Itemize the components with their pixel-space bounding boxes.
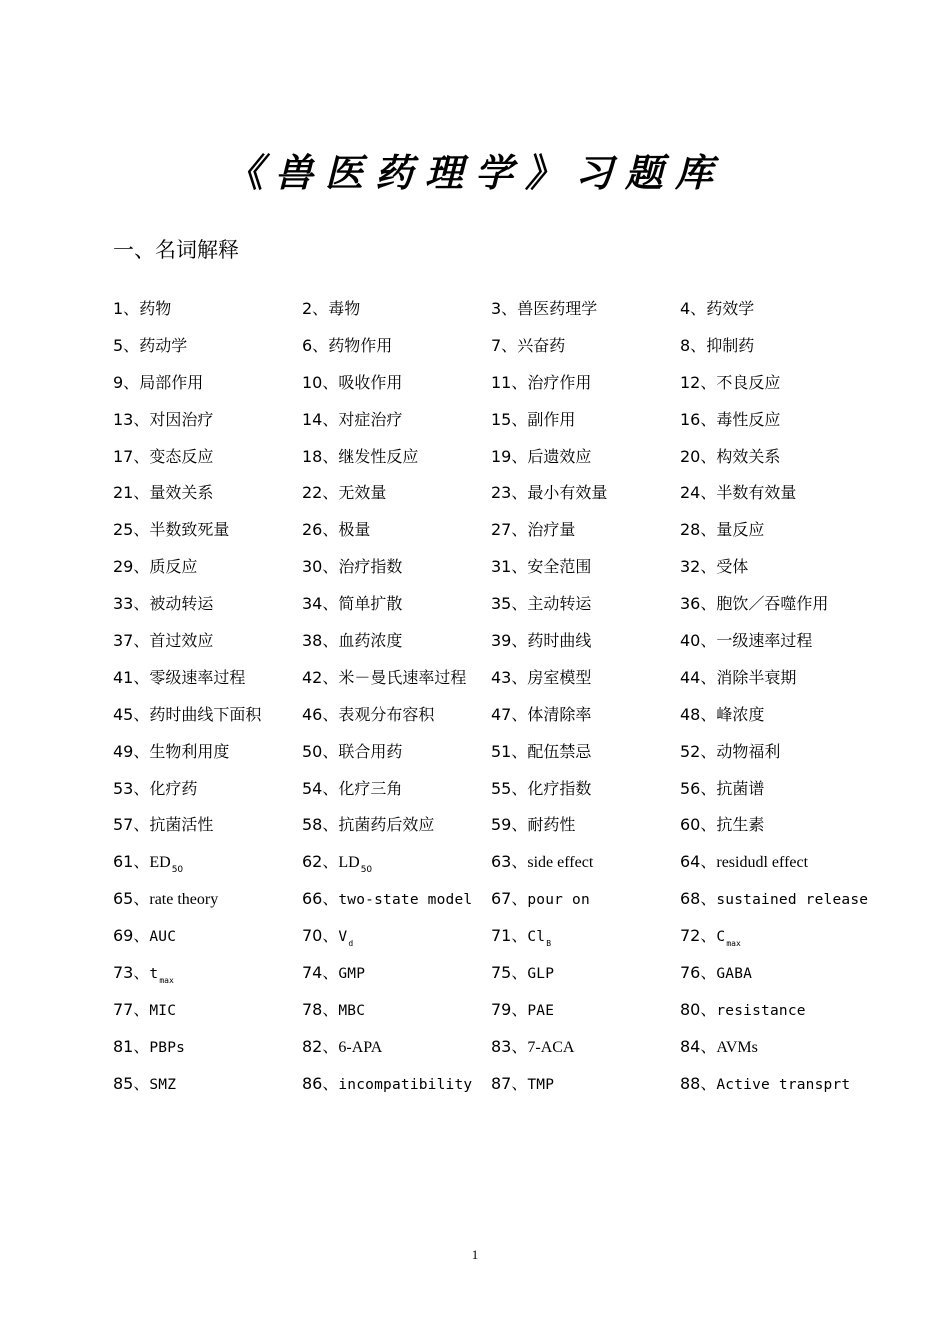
term-text: V — [338, 929, 348, 946]
term-text: sustained release — [716, 892, 869, 909]
term-subscript: d — [348, 939, 354, 949]
term-text: PAE — [527, 1002, 555, 1019]
term-number: 57、 — [113, 815, 150, 835]
term-item — [680, 810, 873, 847]
term-subscript: 50 — [360, 865, 373, 876]
term-item — [680, 737, 873, 774]
term-text: LD — [338, 854, 360, 872]
term-text: 主动转运 — [527, 594, 592, 614]
term-item — [491, 774, 680, 811]
term-text: 治疗量 — [527, 520, 576, 540]
term-number: 35、 — [491, 594, 528, 614]
term-item — [680, 478, 873, 515]
term-text: AVMs — [716, 1038, 758, 1056]
term-text: 化疗药 — [149, 778, 198, 798]
term-number: 27、 — [491, 520, 528, 540]
term-item — [113, 442, 302, 479]
term-item — [302, 995, 491, 1032]
term-number: 34、 — [302, 594, 339, 614]
term-number: 32、 — [680, 557, 717, 577]
term-number: 39、 — [491, 631, 528, 651]
term-item — [113, 626, 302, 663]
term-text: 药时曲线下面积 — [149, 704, 262, 724]
term-item — [113, 847, 302, 884]
term-item — [491, 958, 680, 995]
term-text: 治疗指数 — [338, 557, 403, 577]
term-number: 28、 — [680, 520, 717, 540]
term-text: MIC — [149, 1002, 177, 1019]
term-number: 29、 — [113, 557, 150, 577]
term-number: 79、 — [491, 999, 528, 1019]
term-number: 6、 — [302, 335, 329, 355]
term-number: 30、 — [302, 557, 339, 577]
term-number: 37、 — [113, 631, 150, 651]
term-number: 62、 — [302, 852, 339, 872]
term-item — [302, 810, 491, 847]
term-item — [302, 368, 491, 405]
term-item — [302, 774, 491, 811]
term-number: 85、 — [113, 1073, 150, 1093]
term-number: 43、 — [491, 667, 528, 687]
term-text: 后遗效应 — [527, 446, 592, 466]
term-item — [680, 515, 873, 552]
term-subscript: max — [726, 939, 741, 949]
term-number: 10、 — [302, 372, 339, 392]
term-number: 38、 — [302, 631, 339, 651]
term-text: Cl — [527, 929, 546, 946]
term-number: 46、 — [302, 704, 339, 724]
term-text: 表观分布容积 — [338, 704, 435, 724]
term-number: 44、 — [680, 667, 717, 687]
term-number: 12、 — [680, 372, 717, 392]
term-text: 量反应 — [716, 520, 765, 540]
term-number: 72、 — [680, 926, 717, 946]
term-number: 61、 — [113, 852, 150, 872]
term-item — [491, 921, 680, 958]
term-text: 胞饮／吞噬作用 — [716, 594, 829, 614]
term-text: 动物福利 — [716, 741, 781, 761]
term-text: 对症治疗 — [338, 409, 403, 429]
term-item — [113, 405, 302, 442]
term-number: 4、 — [680, 299, 707, 318]
term-text: MBC — [338, 1002, 366, 1019]
term-text: 治疗作用 — [527, 372, 592, 392]
document-title: 《兽医药理学》习题库 — [224, 150, 725, 195]
term-item — [680, 552, 873, 589]
term-item — [491, 700, 680, 737]
term-text: 变态反应 — [149, 446, 214, 466]
term-text: 抗菌药后效应 — [338, 815, 435, 835]
term-text: 对因治疗 — [149, 409, 214, 429]
term-item — [302, 700, 491, 737]
term-item — [302, 1032, 491, 1069]
term-item — [302, 331, 491, 368]
term-item — [491, 405, 680, 442]
term-text: 构效关系 — [716, 446, 781, 466]
term-text: 抗生素 — [716, 815, 765, 835]
term-text: t — [149, 966, 159, 983]
term-text: 药效学 — [706, 299, 755, 318]
term-text: 药动学 — [139, 335, 188, 355]
term-item — [113, 478, 302, 515]
term-text: 兽医药理学 — [517, 299, 598, 318]
term-text: 零级速率过程 — [149, 667, 246, 687]
term-item — [680, 700, 873, 737]
term-subscript: 50 — [171, 865, 184, 876]
term-number: 59、 — [491, 815, 528, 835]
term-item — [302, 478, 491, 515]
term-item — [680, 847, 873, 884]
term-item — [680, 626, 873, 663]
term-text: 质反应 — [149, 557, 198, 577]
term-number: 81、 — [113, 1036, 150, 1056]
term-number: 73、 — [113, 963, 150, 983]
term-item — [680, 921, 873, 958]
term-item — [302, 884, 491, 921]
term-item — [491, 995, 680, 1032]
term-text: GMP — [338, 966, 366, 983]
term-number: 22、 — [302, 483, 339, 503]
term-number: 74、 — [302, 963, 339, 983]
term-number: 45、 — [113, 704, 150, 724]
term-text: GLP — [527, 966, 555, 983]
term-number: 23、 — [491, 483, 528, 503]
term-text: 最小有效量 — [527, 483, 608, 503]
term-item — [680, 1069, 873, 1106]
term-text: 首过效应 — [149, 631, 214, 651]
term-text: 化疗三角 — [338, 778, 403, 798]
term-item — [491, 847, 680, 884]
term-number: 7、 — [491, 335, 518, 355]
term-text: 副作用 — [527, 409, 576, 429]
term-text: 继发性反应 — [338, 446, 419, 466]
term-number: 49、 — [113, 741, 150, 761]
term-text: 体清除率 — [527, 704, 592, 724]
term-number: 66、 — [302, 889, 339, 909]
term-text: 峰浓度 — [716, 704, 765, 724]
term-text: 血药浓度 — [338, 631, 403, 651]
term-number: 70、 — [302, 926, 339, 946]
term-text: 配伍禁忌 — [527, 741, 592, 761]
term-number: 87、 — [491, 1073, 528, 1093]
term-item — [113, 331, 302, 368]
term-item — [302, 663, 491, 700]
term-text: 抗菌活性 — [149, 815, 214, 835]
term-text: 简单扩散 — [338, 594, 403, 614]
term-number: 60、 — [680, 815, 717, 835]
term-text: C — [716, 929, 726, 946]
term-text: 吸收作用 — [338, 372, 403, 392]
term-number: 84、 — [680, 1036, 717, 1056]
term-text: 药时曲线 — [527, 631, 592, 651]
term-number: 47、 — [491, 704, 528, 724]
term-subscript: B — [546, 939, 552, 949]
term-item — [680, 368, 873, 405]
term-item — [302, 847, 491, 884]
term-text: 局部作用 — [139, 372, 204, 392]
term-text: 联合用药 — [338, 741, 403, 761]
term-text: 被动转运 — [149, 594, 214, 614]
term-text: 极量 — [338, 520, 371, 540]
term-item — [491, 626, 680, 663]
term-text: 米－曼氏速率过程 — [338, 667, 467, 687]
term-number: 19、 — [491, 446, 528, 466]
term-number: 63、 — [491, 852, 528, 872]
term-number: 51、 — [491, 741, 528, 761]
term-number: 24、 — [680, 483, 717, 503]
term-item — [680, 958, 873, 995]
term-item — [680, 995, 873, 1032]
term-number: 18、 — [302, 446, 339, 466]
term-number: 17、 — [113, 446, 150, 466]
term-item — [302, 442, 491, 479]
term-item — [113, 1032, 302, 1069]
term-item — [491, 589, 680, 626]
term-number: 36、 — [680, 594, 717, 614]
term-item — [491, 884, 680, 921]
term-number: 15、 — [491, 409, 528, 429]
term-text: ED — [149, 854, 171, 872]
term-text: TMP — [527, 1076, 555, 1093]
term-number: 56、 — [680, 778, 717, 798]
term-item — [680, 294, 873, 331]
term-text: 化疗指数 — [527, 778, 592, 798]
term-item — [302, 515, 491, 552]
term-item — [302, 552, 491, 589]
term-text: 7-ACA — [527, 1038, 575, 1056]
term-item — [680, 589, 873, 626]
term-text: 量效关系 — [149, 483, 214, 503]
term-number: 58、 — [302, 815, 339, 835]
term-text: 一级速率过程 — [716, 631, 813, 651]
term-item — [680, 884, 873, 921]
term-number: 2、 — [302, 299, 329, 318]
term-item — [302, 1069, 491, 1106]
term-text: 药物 — [139, 299, 172, 318]
term-item — [113, 774, 302, 811]
term-text: 抗菌谱 — [716, 778, 765, 798]
term-text: 半数致死量 — [149, 520, 230, 540]
term-number: 5、 — [113, 335, 140, 355]
term-item — [491, 478, 680, 515]
term-text: Active transprt — [716, 1076, 851, 1093]
term-item — [491, 368, 680, 405]
term-item — [113, 294, 302, 331]
term-number: 52、 — [680, 741, 717, 761]
term-number: 40、 — [680, 631, 717, 651]
term-number: 54、 — [302, 778, 339, 798]
term-number: 78、 — [302, 999, 339, 1019]
page-number: 1 — [471, 1247, 479, 1262]
term-item — [113, 810, 302, 847]
term-item — [680, 663, 873, 700]
term-item — [491, 331, 680, 368]
term-number: 33、 — [113, 594, 150, 614]
term-text: 抑制药 — [706, 335, 755, 355]
term-item — [113, 663, 302, 700]
term-text: 安全范围 — [527, 557, 592, 577]
term-number: 71、 — [491, 926, 528, 946]
term-number: 67、 — [491, 889, 528, 909]
term-item — [113, 368, 302, 405]
term-item — [302, 958, 491, 995]
term-text: 生物利用度 — [149, 741, 230, 761]
term-item — [680, 442, 873, 479]
term-text: resistance — [716, 1002, 806, 1019]
term-text: 毒物 — [328, 299, 361, 318]
term-text: SMZ — [149, 1076, 177, 1093]
term-item — [491, 1032, 680, 1069]
term-number: 82、 — [302, 1036, 339, 1056]
term-number: 3、 — [491, 299, 518, 318]
term-number: 86、 — [302, 1073, 339, 1093]
term-text: 消除半衰期 — [716, 667, 797, 687]
term-text: 兴奋药 — [517, 335, 566, 355]
term-item — [113, 958, 302, 995]
term-item — [680, 405, 873, 442]
term-number: 83、 — [491, 1036, 528, 1056]
term-number: 75、 — [491, 963, 528, 983]
term-number: 50、 — [302, 741, 339, 761]
term-item — [680, 774, 873, 811]
term-text: pour on — [527, 892, 590, 909]
term-item — [491, 515, 680, 552]
term-item — [302, 405, 491, 442]
term-text: GABA — [716, 966, 753, 983]
term-number: 65、 — [113, 889, 150, 909]
term-text: two-state model — [338, 892, 473, 909]
term-number: 31、 — [491, 557, 528, 577]
term-number: 69、 — [113, 926, 150, 946]
term-number: 25、 — [113, 520, 150, 540]
term-text: 6-APA — [338, 1038, 383, 1056]
term-number: 20、 — [680, 446, 717, 466]
term-item — [491, 294, 680, 331]
term-item — [113, 700, 302, 737]
term-number: 21、 — [113, 483, 150, 503]
term-item — [113, 884, 302, 921]
term-text: AUC — [149, 929, 177, 946]
term-text: 半数有效量 — [716, 483, 797, 503]
term-item — [680, 1032, 873, 1069]
term-number: 9、 — [113, 372, 140, 392]
term-item — [302, 626, 491, 663]
term-number: 77、 — [113, 999, 150, 1019]
term-text: 药物作用 — [328, 335, 393, 355]
term-number: 26、 — [302, 520, 339, 540]
term-text: side effect — [527, 854, 594, 872]
term-item — [491, 442, 680, 479]
term-item — [491, 663, 680, 700]
term-number: 68、 — [680, 889, 717, 909]
term-text: 不良反应 — [716, 372, 781, 392]
term-subscript: max — [159, 976, 174, 986]
term-number: 76、 — [680, 963, 717, 983]
term-text: 耐药性 — [527, 815, 576, 835]
term-text: 房室模型 — [527, 667, 592, 687]
term-text: incompatibility — [338, 1076, 473, 1093]
term-number: 55、 — [491, 778, 528, 798]
term-item — [113, 552, 302, 589]
term-text: 受体 — [716, 557, 749, 577]
term-item — [113, 1069, 302, 1106]
term-item — [491, 810, 680, 847]
term-number: 88、 — [680, 1073, 717, 1093]
term-number: 11、 — [491, 372, 528, 392]
term-item — [302, 921, 491, 958]
term-item — [113, 515, 302, 552]
term-item — [491, 1069, 680, 1106]
term-text: 无效量 — [338, 483, 387, 503]
term-number: 1、 — [113, 299, 140, 318]
term-number: 64、 — [680, 852, 717, 872]
term-item — [113, 737, 302, 774]
term-number: 42、 — [302, 667, 339, 687]
term-text: residudl effect — [716, 854, 809, 872]
term-item — [302, 737, 491, 774]
term-number: 48、 — [680, 704, 717, 724]
term-item — [680, 331, 873, 368]
term-text: PBPs — [149, 1039, 186, 1056]
term-item — [302, 589, 491, 626]
term-item — [113, 589, 302, 626]
term-item — [302, 294, 491, 331]
term-number: 14、 — [302, 409, 339, 429]
term-text: 毒性反应 — [716, 409, 781, 429]
term-number: 80、 — [680, 999, 717, 1019]
term-item — [491, 552, 680, 589]
term-number: 53、 — [113, 778, 150, 798]
term-number: 13、 — [113, 409, 150, 429]
term-number: 8、 — [680, 335, 707, 355]
term-number: 41、 — [113, 667, 150, 687]
term-list — [113, 294, 873, 1106]
term-item — [491, 737, 680, 774]
term-item — [113, 995, 302, 1032]
section-heading: 一、名词解释 — [113, 238, 239, 262]
term-item — [113, 921, 302, 958]
term-text: rate theory — [149, 891, 219, 909]
term-number: 16、 — [680, 409, 717, 429]
